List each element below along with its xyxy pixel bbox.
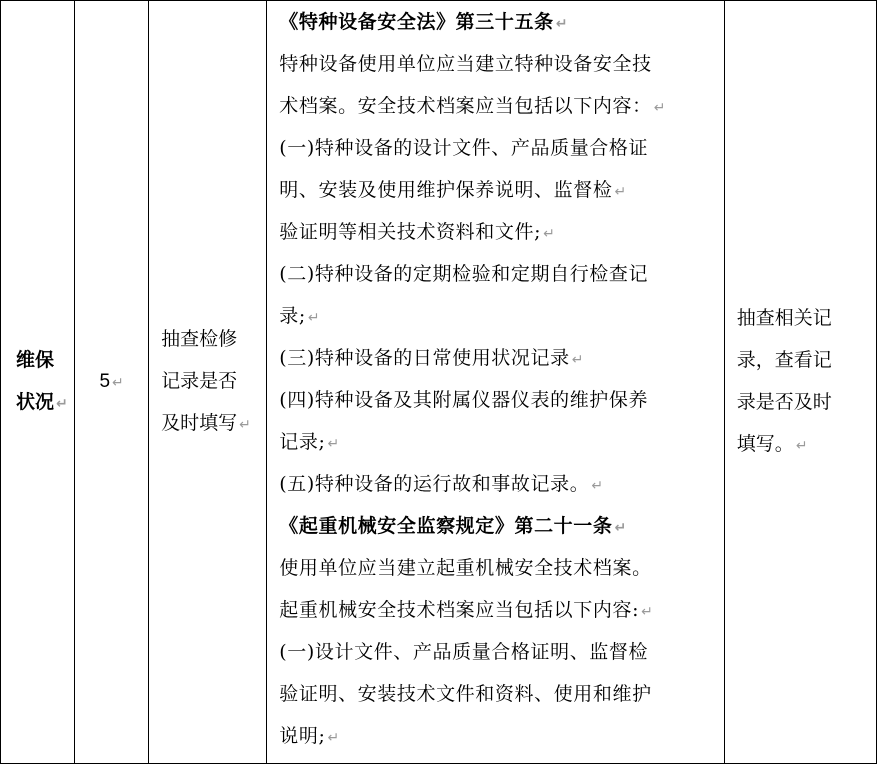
regulation-line: 记录; ↵ bbox=[279, 431, 340, 453]
regulation-line: 验证明、安装技术文件和资料、使用和维护 bbox=[279, 683, 652, 705]
check-method-line: 录，查看记 bbox=[736, 349, 832, 371]
paragraph-mark-icon: ↵ bbox=[327, 730, 340, 746]
regulation-line: (五)特种设备的运行故和事故记录。 ↵ bbox=[279, 473, 604, 495]
regulation-basis-cell bbox=[267, 1, 725, 764]
regulation-line: 《特种设备安全法》第三十五条 ↵ bbox=[279, 11, 569, 33]
regulation-line: (三)特种设备的日常使用状况记录 ↵ bbox=[279, 347, 585, 369]
inspection-content-cell bbox=[149, 1, 267, 764]
paragraph-mark-icon: ↵ bbox=[614, 520, 627, 536]
category-line: 维保 bbox=[16, 349, 55, 371]
regulation-line: 明、安装及使用维护保养说明、监督检 ↵ bbox=[279, 179, 627, 201]
inspection-line: 抽查检修 bbox=[161, 328, 238, 350]
paragraph-mark-icon: ↵ bbox=[614, 184, 627, 200]
paragraph-mark-icon: ↵ bbox=[112, 374, 124, 391]
regulation-basis-text bbox=[279, 1, 716, 763]
inspection-line: 及时填写 ↵ bbox=[161, 412, 251, 434]
regulation-line: 《起重机械安全监察规定》第二十一条 ↵ bbox=[279, 515, 627, 537]
regulation-line: 起重机械安全技术档案应当包括以下内容: ↵ bbox=[279, 599, 654, 621]
regulation-line: 录; ↵ bbox=[279, 305, 321, 327]
regulation-line: 特种设备使用单位应当建立特种设备安全技 bbox=[279, 53, 652, 75]
regulation-line: (四)特种设备及其附属仪器仪表的维护保养 bbox=[279, 389, 649, 411]
paragraph-mark-icon: ↵ bbox=[555, 16, 569, 32]
paragraph-mark-icon: ↵ bbox=[571, 352, 585, 368]
paragraph-mark-icon: ↵ bbox=[795, 438, 808, 454]
regulation-line: (一)特种设备的设计文件、产品质量合格证 bbox=[279, 137, 649, 159]
paragraph-mark-icon: ↵ bbox=[641, 604, 654, 620]
category-text bbox=[16, 339, 70, 425]
inspection-content-text bbox=[161, 318, 260, 446]
paragraph-mark-icon: ↵ bbox=[327, 436, 340, 452]
check-method-line: 录是否及时 bbox=[736, 391, 832, 413]
paragraph-mark-icon: ↵ bbox=[543, 226, 556, 242]
check-method-cell bbox=[724, 1, 876, 764]
paragraph-mark-icon: ↵ bbox=[653, 100, 667, 116]
item-number: 5 bbox=[99, 370, 111, 392]
item-number-cell bbox=[75, 1, 149, 764]
paragraph-mark-icon: ↵ bbox=[307, 310, 321, 326]
regulation-line: (一)设计文件、产品质量合格证明、监督检 bbox=[279, 641, 649, 663]
regulation-line: 术档案。安全技术档案应当包括以下内容： ↵ bbox=[279, 95, 667, 117]
regulation-line: (二)特种设备的定期检验和定期自行检查记 bbox=[279, 263, 649, 285]
check-method-line: 填写。 ↵ bbox=[736, 433, 808, 455]
table-row bbox=[1, 1, 877, 764]
regulation-line: 使用单位应当建立起重机械安全技术档案。 bbox=[279, 557, 652, 579]
category-cell bbox=[1, 1, 75, 764]
paragraph-mark-icon: ↵ bbox=[56, 396, 68, 412]
paragraph-mark-icon: ↵ bbox=[239, 417, 251, 433]
paragraph-mark-icon: ↵ bbox=[591, 478, 604, 494]
check-method-line: 抽查相关记 bbox=[736, 307, 832, 329]
category-line: 状况 ↵ bbox=[16, 391, 68, 413]
inspection-line: 记录是否 bbox=[161, 370, 238, 392]
check-method-text bbox=[737, 297, 868, 467]
regulation-line: 说明; ↵ bbox=[279, 725, 340, 747]
regulation-line: 验证明等相关技术资料和文件; ↵ bbox=[279, 221, 556, 243]
